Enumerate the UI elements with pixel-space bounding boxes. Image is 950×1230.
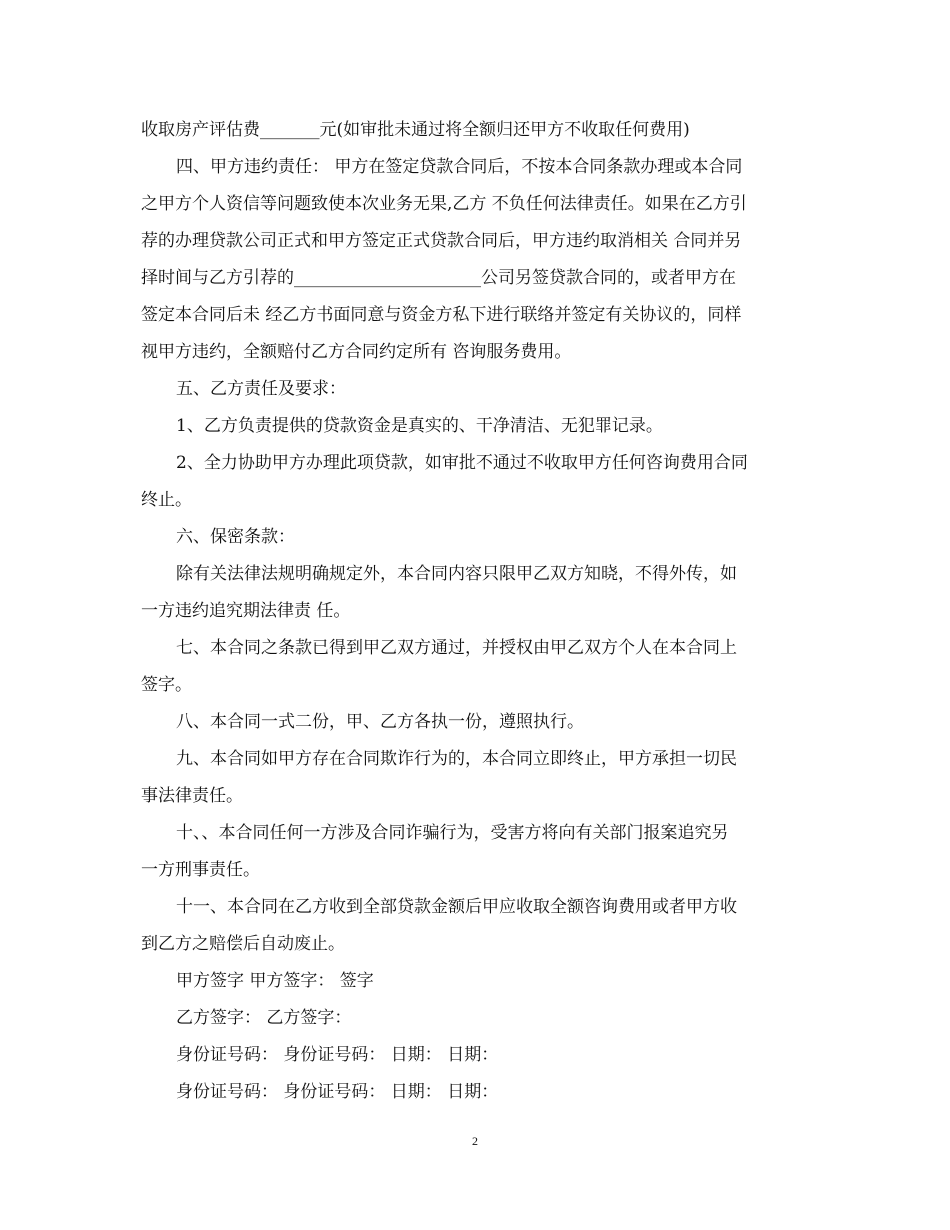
text-line: 终止。 <box>141 490 192 510</box>
text-line: 七、本合同之条款已得到甲乙双方通过，并授权由甲乙双方个人在本合同上 <box>176 638 737 658</box>
text-line: 签字。 <box>141 675 192 695</box>
text-line: 十、、本合同任何一方涉及合同诈骗行为，受害方将向有关部门报案追究另 <box>176 823 729 843</box>
text-line: 2、全力协助甲方办理此项贷款，如审批不通过不收取甲方任何咨询费用合同 <box>176 453 748 473</box>
text-line: 四、甲方违约责任： 甲方在签定贷款合同后，不按本合同条款办理或本合同 <box>176 157 743 177</box>
text-line: 九、本合同如甲方存在合同欺诈行为的，本合同立即终止，甲方承担一切民 <box>176 749 737 769</box>
text-line: 1、乙方负责提供的贷款资金是真实的、干净清洁、无犯罪记录。 <box>176 416 663 436</box>
section-heading: 六、保密条款： <box>176 527 295 547</box>
text-line: 八、本合同一式二份，甲、乙方各执一份，遵照执行。 <box>176 712 584 732</box>
text-line: 到乙方之赔偿后自动废止。 <box>141 934 345 954</box>
text-line: 之甲方个人资信等问题致使本次业务无果,乙方 不负任何法律责任。如果在乙方引 <box>141 194 747 214</box>
text-line: 视甲方违约，全额赔付乙方合同约定所有 咨询服务费用。 <box>141 342 572 362</box>
signature-line: 乙方签字： 乙方签字： <box>176 1008 352 1028</box>
text-line: 一方违约追究期法律责 任。 <box>141 601 351 621</box>
id-date-line: 身份证号码： 身份证号码： 日期： 日期： <box>176 1045 499 1065</box>
section-heading: 五、乙方责任及要求： <box>176 379 346 399</box>
text-line: 除有关法律法规明确规定外，本合同内容只限甲乙双方知晓，不得外传，如 <box>176 564 737 584</box>
text-line: 一方刑事责任。 <box>141 860 260 880</box>
text-line: 荐的办理贷款公司正式和甲方签定正式贷款合同后，甲方违约取消相关 合同并另 <box>141 231 742 251</box>
text-line: 签定本合同后未 经乙方书面同意与资金方私下进行联络并签定有关协议的，同样 <box>141 305 742 325</box>
text-line: 择时间与乙方引荐的______________________公司另签贷款合同的，或者甲方在 <box>141 268 736 288</box>
text-line: 收取房产评估费_______元(如审批未通过将全额归还甲方不收取任何费用) <box>141 120 690 140</box>
text-line: 事法律责任。 <box>141 786 243 806</box>
id-date-line: 身份证号码： 身份证号码： 日期： 日期： <box>176 1082 499 1102</box>
text-line: 十一、本合同在乙方收到全部贷款金额后甲应收取全额咨询费用或者甲方收 <box>176 897 737 917</box>
page-number: 2 <box>472 1134 478 1148</box>
signature-line: 甲方签字 甲方签字： 签字 <box>176 971 374 991</box>
